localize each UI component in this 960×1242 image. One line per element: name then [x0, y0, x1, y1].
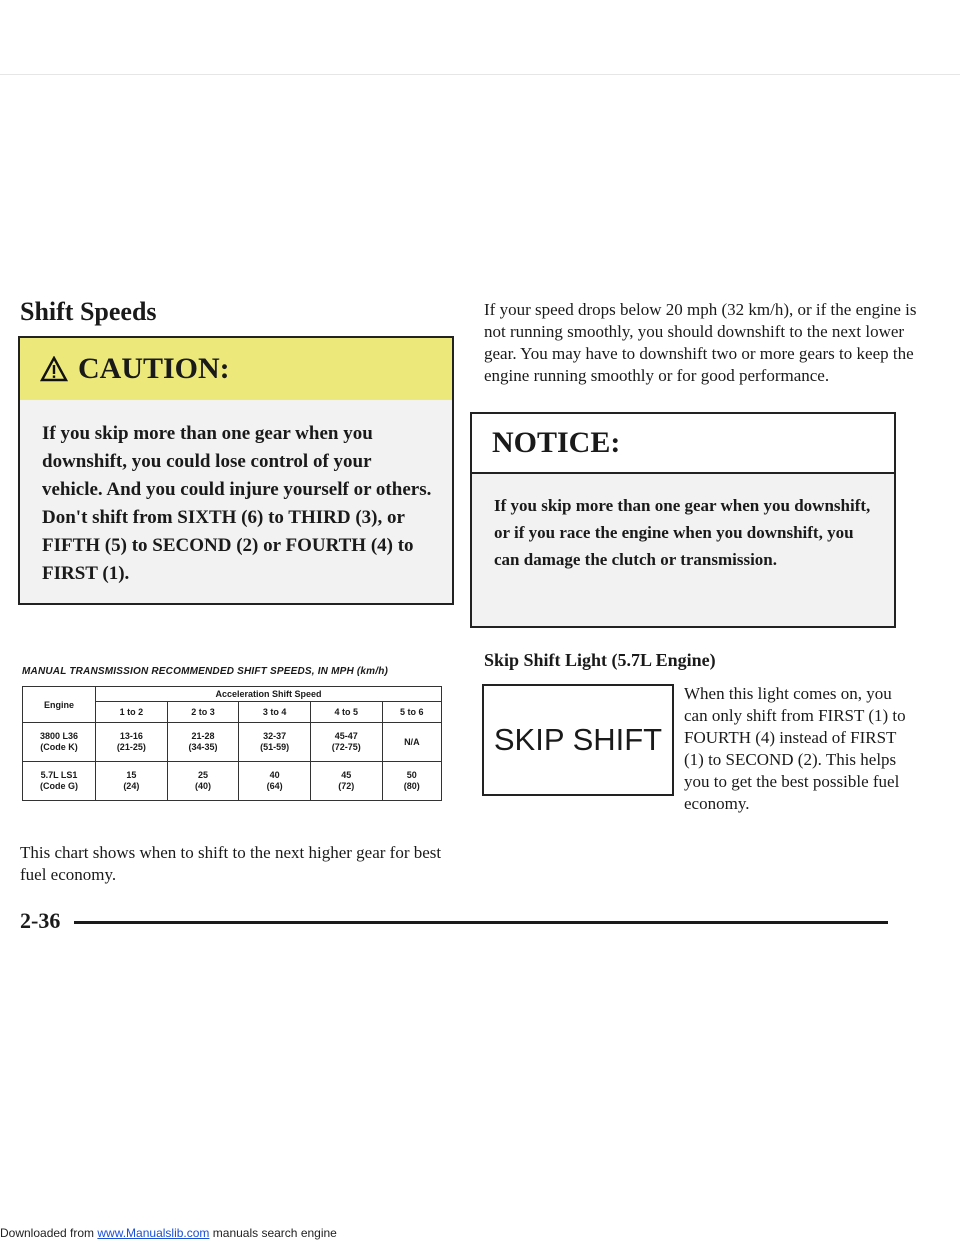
speed-cell: 15 (24): [96, 762, 168, 801]
speed-cell: 45-47 (72-75): [310, 723, 382, 762]
footer-suffix: manuals search engine: [209, 1226, 337, 1240]
acceleration-header: Acceleration Shift Speed: [96, 687, 442, 702]
speed-cell: 32-37 (51-59): [239, 723, 311, 762]
speed-cell: 50 (80): [382, 762, 441, 801]
warning-triangle-icon: [40, 356, 68, 382]
page-rule: [74, 921, 888, 924]
column-header: 1 to 2: [96, 702, 168, 723]
notice-text: If you skip more than one gear when you downshift, or if you race the engine when you downshift, you can damage the clutch or transmission.: [494, 496, 871, 569]
engine-cell: 3800 L36 (Code K): [23, 723, 96, 762]
skip-shift-indicator: SKIP SHIFT: [482, 684, 674, 796]
caution-box: [18, 336, 454, 605]
caution-heading: CAUTION:: [78, 352, 230, 385]
column-header: 2 to 3: [167, 702, 239, 723]
column-header: 4 to 5: [310, 702, 382, 723]
downshift-paragraph: If your speed drops below 20 mph (32 km/h), or if the engine is not running smoothly, you should downshift to the next lower gear. You may have to downshift two or more gears to keep the engine running smoothly or for good performance.: [484, 300, 917, 385]
speed-cell: 45 (72): [310, 762, 382, 801]
speed-cell: 21-28 (34-35): [167, 723, 239, 762]
column-header: 5 to 6: [382, 702, 441, 723]
engine-header: Engine: [23, 687, 96, 723]
section-title: Shift Speeds: [20, 297, 157, 326]
notice-box: [470, 412, 896, 628]
speed-cell: N/A: [382, 723, 441, 762]
table-title: MANUAL TRANSMISSION RECOMMENDED SHIFT SPEEDS, IN MPH (km/h): [22, 666, 389, 677]
download-footer: [0, 1226, 337, 1240]
page-number: 2-36: [20, 908, 61, 933]
table-row: [23, 723, 442, 762]
speed-cell: 40 (64): [239, 762, 311, 801]
speed-cell: 25 (40): [167, 762, 239, 801]
column-header: 3 to 4: [239, 702, 311, 723]
manualslib-link[interactable]: www.Manualslib.com: [97, 1226, 210, 1240]
engine-cell: 5.7L LS1 (Code G): [23, 762, 96, 801]
caution-header: [20, 338, 452, 400]
notice-heading: NOTICE:: [472, 414, 894, 474]
table-row: [23, 762, 442, 801]
skip-shift-paragraph: When this light comes on, you can only shift from FIRST (1) to FOURTH (4) instead of FIRST (1) to SECOND (2). This helps you to get the best possible fuel economy.: [684, 684, 906, 813]
chart-caption: This chart shows when to shift to the next higher gear for best fuel economy.: [20, 843, 442, 884]
shift-speed-table: [22, 686, 442, 801]
top-divider: [0, 74, 960, 75]
speed-cell: 13-16 (21-25): [96, 723, 168, 762]
footer-prefix: Downloaded from: [0, 1226, 98, 1240]
caution-text: If you skip more than one gear when you downshift, you could lose control of your vehicle. And you could injure yourself or others. Don't shift from SIXTH (6) to THIRD (3), or FIFTH (5) to SECOND (2) or FOURTH (4) to FIRST (1).: [42, 423, 432, 584]
skip-shift-heading: Skip Shift Light (5.7L Engine): [484, 650, 716, 670]
